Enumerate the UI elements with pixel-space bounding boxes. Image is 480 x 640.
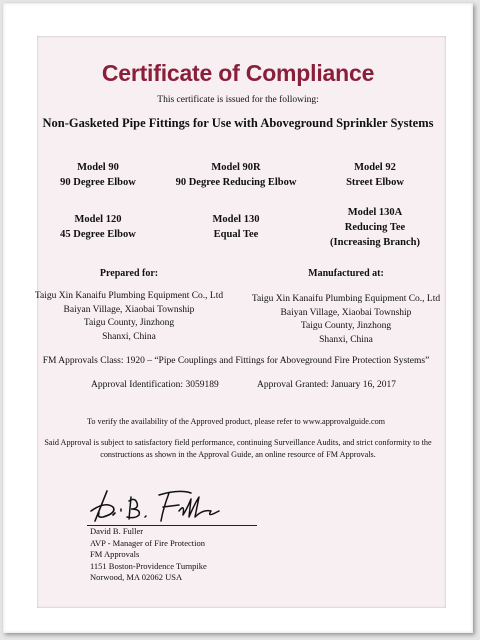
address-line: Taigu County, Jinzhong [83, 318, 175, 328]
address-line: Shanxi, China [319, 334, 373, 345]
model-description-extra: (Increasing Branch) [330, 237, 420, 248]
model-number: Model 90R [211, 162, 261, 173]
address-line: Baiyan Village, Xiaobai Township [280, 307, 412, 318]
manufactured-at-heading: Manufactured at: [308, 268, 384, 279]
conditions-line: Said Approval is subject to satisfactory field performance, continuing Surveillance Audits, and strict conformity to the [44, 438, 432, 447]
address-line: Taigu County, Jinzhong [300, 321, 392, 331]
verify-text: To verify the availability of the Approved product, please refer to www.approvalguide.com [86, 417, 386, 426]
address-line: Taigu Xin Kanaifu Plumbing Equipment Co., Ltd [34, 291, 224, 301]
signatory-name: David B. Fuller [90, 526, 144, 536]
approval-identification: Approval Identification: 3059189 [91, 380, 219, 390]
signatory-title: AVP - Manager of Fire Protection [90, 537, 205, 548]
model-block-90 [60, 160, 136, 190]
approvals-class: FM Approvals Class: 1920 – “Pipe Couplings and Fittings for Aboveground Fire Protection Systems” [42, 356, 430, 366]
signatory-org: FM Approvals [90, 549, 140, 559]
product-heading: Non-Gasketed Pipe Fittings for Use with Aboveground Sprinkler Systems [42, 116, 434, 130]
model-description: 90 Degree Reducing Elbow [175, 177, 297, 188]
address-line: Shanxi, China [102, 331, 156, 342]
model-description: 90 Degree Elbow [60, 177, 136, 188]
prepared-for-address [35, 290, 223, 344]
model-block-90r [176, 160, 297, 190]
model-number: Model 92 [354, 162, 396, 173]
address-line: Baiyan Village, Xiaobai Township [63, 304, 195, 315]
signatory-street: 1151 Boston-Providence Turnpike [90, 560, 207, 571]
model-description: 45 Degree Elbow [60, 229, 136, 240]
approval-granted: Approval Granted: January 16, 2017 [257, 380, 397, 390]
model-block-130 [213, 212, 260, 242]
address-line: Taigu Xin Kanaifu Plumbing Equipment Co., Ltd [251, 294, 441, 304]
conditions-text [44, 437, 431, 461]
model-number: Model 130 [212, 214, 260, 225]
certificate-subtitle: This certificate is issued for the following: [157, 95, 319, 105]
model-description: Equal Tee [213, 229, 259, 240]
signatory-block [90, 526, 207, 584]
conditions-line: constructions as shown in the Approval Guide, an online resource of FM Approvals. [100, 450, 376, 459]
model-block-120 [60, 212, 136, 242]
model-block-92 [346, 160, 404, 190]
model-description: Reducing Tee [344, 222, 406, 233]
signatory-city: Norwood, MA 02062 USA [90, 572, 183, 582]
manufactured-at-address [252, 293, 440, 347]
picture-frame [3, 3, 473, 633]
certificate-title: Certificate of Compliance [101, 60, 375, 86]
model-number: Model 90 [77, 162, 119, 173]
prepared-for-heading: Prepared for: [99, 268, 159, 279]
model-number: Model 130A [347, 207, 403, 218]
handwritten-signature [87, 487, 247, 525]
model-block-130a [330, 205, 420, 250]
model-number: Model 120 [74, 214, 122, 225]
model-description: Street Elbow [346, 177, 404, 188]
